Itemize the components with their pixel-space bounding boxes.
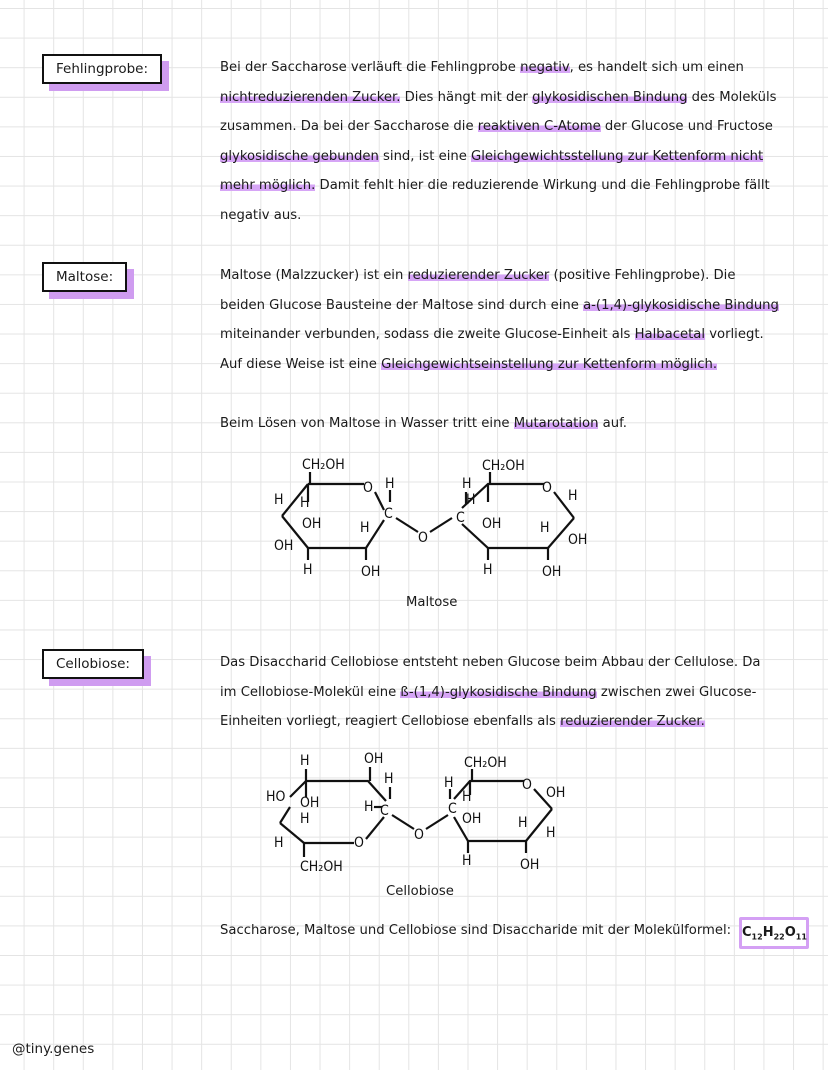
text-segment: Maltose (Malzzucker) ist ein: [220, 268, 408, 283]
text-segment: Damit fehlt hier die reduzierende Wirkung und die Fehlingprobe fällt: [315, 178, 770, 193]
svg-text:H: H: [274, 492, 284, 508]
svg-text:H: H: [568, 488, 578, 504]
highlighted-term: Halbacetal: [634, 327, 706, 342]
text-segment: zwischen zwei Glucose-: [596, 684, 757, 700]
maltose-structure: [268, 450, 608, 590]
svg-text:H: H: [300, 753, 310, 769]
svg-text:OH: OH: [546, 785, 566, 801]
svg-text:H: H: [444, 775, 454, 791]
highlighted-term: reaktiven C-Atome: [477, 119, 601, 134]
highlighted-term: mehr möglich.: [220, 178, 316, 193]
text-line: [220, 648, 795, 678]
highlighted-term: a-(1,4)-glykosidische Bindung: [583, 297, 779, 313]
highlighted-term: reduzierender Zucker: [407, 268, 550, 283]
text-segment: des Moleküls: [687, 89, 777, 105]
conclusion-text: Saccharose, Maltose und Cellobiose sind Disaccharide mit der Molekülformel:: [220, 923, 732, 938]
svg-text:C: C: [448, 801, 457, 817]
text-line: [220, 112, 795, 142]
text-line: [220, 142, 795, 172]
molecular-formula: $C_{12}H_{22}O_{11}$: [739, 917, 809, 949]
svg-text:OH: OH: [568, 532, 588, 548]
paragraph-maltose: [220, 261, 795, 379]
text-line: [220, 409, 795, 439]
svg-text:H: H: [300, 495, 310, 511]
svg-text:O: O: [522, 777, 532, 793]
maltose-r-ch2oh: CH₂OH: [482, 458, 525, 474]
maltose-l-ch2oh: CH₂OH: [302, 457, 345, 473]
svg-text:H: H: [466, 492, 476, 508]
svg-text:OH: OH: [361, 564, 381, 580]
svg-text:OH: OH: [300, 795, 320, 811]
cellobiose-r-ch2oh: CH₂OH: [464, 755, 507, 771]
text-segment: auf.: [598, 416, 627, 431]
svg-text:H: H: [462, 476, 472, 492]
svg-text:OH: OH: [482, 516, 502, 532]
text-segment: Bei der Saccharose verläuft die Fehlingprobe: [220, 60, 521, 75]
label-fehlingprobe: Fehlingprobe:: [42, 54, 162, 84]
svg-text:OH: OH: [462, 811, 482, 827]
text-line: [220, 171, 795, 201]
highlighted-term: ß-(1,4)-glykosidische Bindung: [400, 684, 597, 700]
svg-text:O: O: [414, 827, 424, 843]
text-line: [220, 350, 795, 380]
label-maltose: Maltose:: [42, 262, 127, 292]
text-segment: zusammen. Da bei der Saccharose die: [220, 119, 478, 134]
svg-text:H: H: [364, 799, 374, 815]
svg-text:OH: OH: [364, 751, 384, 767]
highlighted-term: Gleichgewichtseinstellung zur Kettenform möglich.: [381, 356, 718, 372]
caption-cellobiose: Cellobiose: [386, 884, 454, 899]
highlighted-term: negativ: [520, 60, 570, 75]
text-line: [220, 83, 795, 113]
text-line: [220, 678, 795, 708]
svg-text:O: O: [542, 480, 552, 496]
svg-text:H: H: [540, 520, 550, 536]
svg-text:H: H: [384, 771, 394, 787]
highlighted-term: glykosidischen Bindung: [532, 89, 688, 105]
text-line: [220, 201, 795, 231]
svg-text:H: H: [462, 789, 472, 805]
label-cellobiose: Cellobiose:: [42, 649, 144, 679]
svg-text:H: H: [385, 476, 395, 492]
text-segment: vorliegt.: [705, 327, 764, 342]
text-segment: der Glucose und Fructose: [600, 119, 773, 134]
text-segment: Beim Lösen von Maltose in Wasser tritt eine: [220, 416, 514, 431]
author-handle: @tiny.genes: [12, 1041, 95, 1057]
text-line: [220, 291, 795, 321]
text-line: [220, 707, 795, 737]
svg-text:HO: HO: [266, 789, 286, 805]
svg-text:H: H: [518, 815, 528, 831]
cellobiose-l-ch2oh: CH₂OH: [300, 859, 343, 875]
cellobiose-structure: [262, 743, 592, 883]
svg-text:OH: OH: [302, 516, 322, 532]
highlighted-term: Gleichgewichtsstellung zur Kettenform nicht: [471, 148, 764, 164]
svg-text:H: H: [462, 853, 472, 869]
svg-text:C: C: [380, 803, 389, 819]
svg-text:C: C: [384, 506, 393, 522]
paragraph-cellobiose: [220, 648, 795, 737]
svg-text:O: O: [363, 480, 373, 496]
svg-text:H: H: [300, 811, 310, 827]
text-segment: im Cellobiose-Molekül eine: [220, 684, 401, 700]
text-segment: sind, ist eine: [378, 148, 472, 164]
text-line: [220, 53, 795, 83]
caption-maltose: Maltose: [406, 595, 458, 610]
text-segment: Das Disaccharid Cellobiose entsteht neben Glucose beim Abbau der Cellulose. Da: [220, 655, 761, 670]
text-segment: negativ aus.: [220, 207, 302, 223]
highlighted-term: reduzierender Zucker.: [560, 714, 705, 729]
svg-text:H: H: [274, 835, 284, 851]
svg-text:H: H: [360, 520, 370, 536]
svg-text:OH: OH: [520, 857, 540, 873]
highlighted-term: Mutarotation: [513, 416, 599, 431]
text-line: [220, 320, 795, 350]
highlighted-term: nichtreduzierenden Zucker.: [220, 89, 401, 105]
svg-text:C: C: [456, 510, 465, 526]
svg-text:OH: OH: [274, 538, 294, 554]
paragraph-fehlingprobe: [220, 53, 795, 230]
text-segment: beiden Glucose Bausteine der Maltose sind durch eine: [220, 297, 584, 313]
highlighted-term: glykosidische gebunden: [220, 148, 379, 164]
svg-text:H: H: [483, 562, 493, 578]
svg-text:H: H: [303, 562, 313, 578]
text-segment: , es handelt sich um einen: [569, 60, 744, 75]
svg-text:O: O: [354, 835, 364, 851]
text-segment: (positive Fehlingprobe). Die: [549, 268, 736, 283]
svg-text:OH: OH: [542, 564, 562, 580]
svg-text:H: H: [546, 825, 556, 841]
text-line: [220, 261, 795, 291]
text-segment: miteinander verbunden, sodass die zweite Glucose-Einheit als: [220, 327, 635, 342]
text-segment: Einheiten vorliegt, reagiert Cellobiose ebenfalls als: [220, 714, 561, 729]
paragraph-mutarotation: [220, 409, 795, 439]
svg-text:O: O: [418, 530, 428, 546]
text-segment: Auf diese Weise ist eine: [220, 356, 382, 372]
text-segment: Dies hängt mit der: [400, 89, 533, 105]
